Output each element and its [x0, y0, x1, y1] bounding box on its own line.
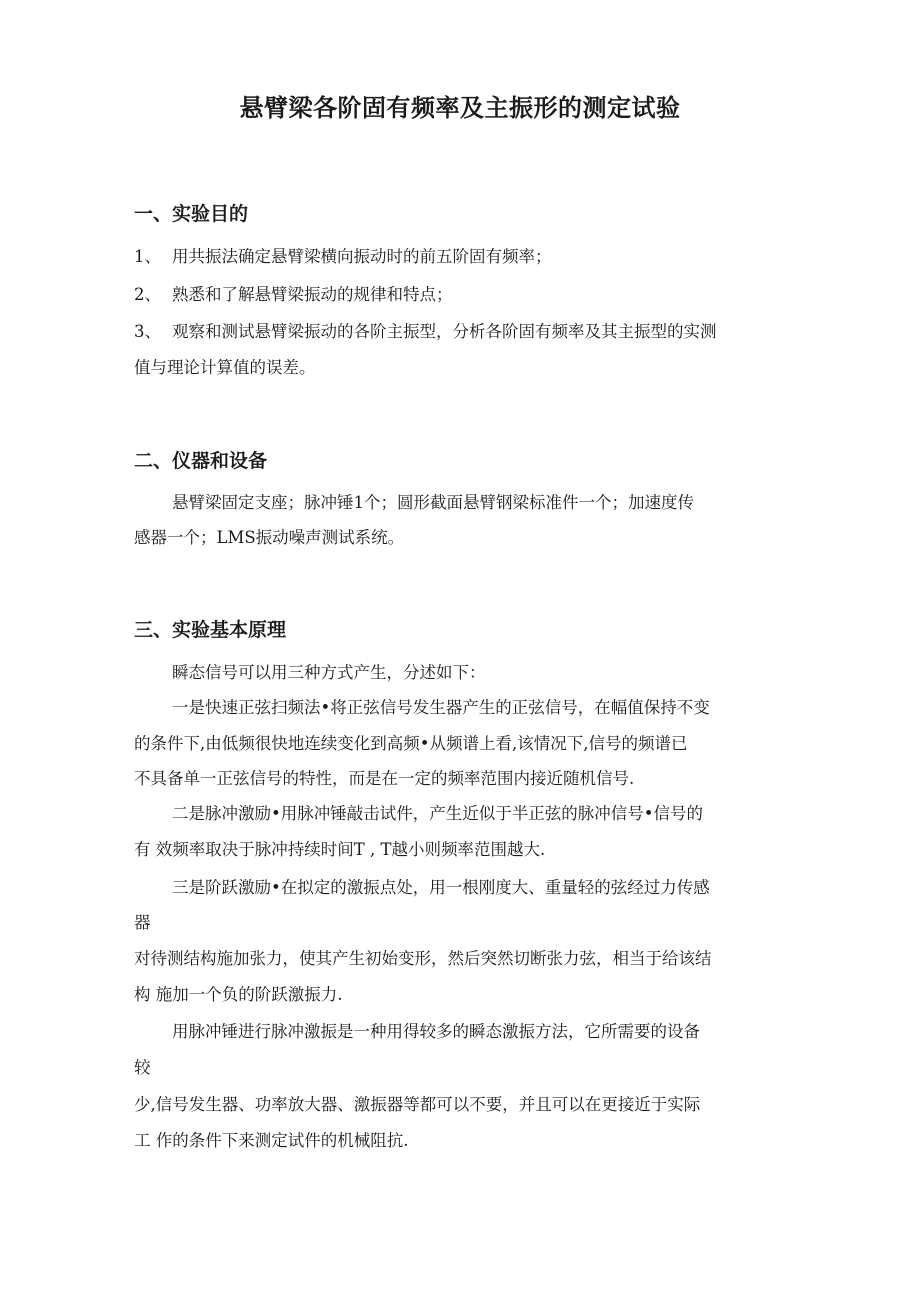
section-heading-principle: 三、实验基本原理	[134, 619, 287, 641]
paragraph-line: 感器一个；LMS振动噪声测试系统。	[134, 528, 405, 547]
paragraph-line: 工 作的条件下来测定试件的机械阻抗.	[134, 1131, 409, 1150]
paragraph-line: 构 施加一个负的阶跃激振力.	[134, 985, 343, 1004]
objective-item	[134, 281, 453, 309]
list-item-text: 熟悉和了解悬臂梁振动的规律和特点；	[172, 285, 453, 304]
list-number: 2、	[134, 285, 161, 304]
list-item-text: 观察和测试悬臂梁振动的各阶主振型，分析各阶固有频率及其主振型的实测	[172, 322, 717, 341]
paragraph-line: 不具备单一正弦信号的特性，而是在一定的频率范围内接近随机信号.	[134, 769, 635, 788]
paragraph-line: 三是阶跃激励•在拟定的激振点处，用一根刚度大、重量轻的弦经过力传感	[172, 878, 710, 897]
paragraph-line: 一是快速正弦扫频法•将正弦信号发生器产生的正弦信号，在幅值保持不变	[172, 698, 710, 717]
paragraph-line: 有 效频率取决于脉冲持续时间T , T越小则频率范围越大.	[134, 840, 546, 859]
paragraph-line: 较	[134, 1058, 151, 1077]
paragraph-line: 用脉冲锤进行脉冲激振是一种用得较多的瞬态激振方法，它所需要的设备	[172, 1022, 700, 1041]
paragraph-line: 器	[134, 913, 151, 932]
document-title: 悬臂梁各阶固有频率及主振形的测定试验	[239, 94, 681, 122]
paragraph-line: 二是脉冲激励•用脉冲锤敲击试件，产生近似于半正弦的脉冲信号•信号的	[172, 804, 703, 823]
paragraph-line: 瞬态信号可以用三种方式产生，分述如下：	[172, 663, 486, 682]
section-heading-equipment: 二、仪器和设备	[134, 450, 268, 472]
section-heading-objectives: 一、实验目的	[134, 203, 249, 225]
paragraph-line: 的条件下,由低频很快地连续变化到高频•从频谱上看,该情况下,信号的频谱已	[134, 734, 688, 753]
paragraph-line: 少,信号发生器、功率放大器、激振器等都可以不要，并且可以在更接近于实际	[134, 1095, 701, 1114]
list-item-text: 用共振法确定悬臂梁横向振动时的前五阶固有频率；	[172, 247, 552, 266]
list-number: 3、	[134, 322, 161, 341]
objective-item-continuation: 值与理论计算值的误差。	[134, 358, 316, 377]
paragraph-line: 对待测结构施加张力，使其产生初始变形，然后突然切断张力弦，相当于给该结	[134, 949, 712, 968]
objective-item	[134, 318, 717, 346]
paragraph-line: 悬臂梁固定支座；脉冲锤1个；圆形截面悬臂钢梁标准件一个；加速度传	[172, 493, 694, 512]
objective-item	[134, 243, 552, 271]
list-number: 1、	[134, 247, 161, 266]
